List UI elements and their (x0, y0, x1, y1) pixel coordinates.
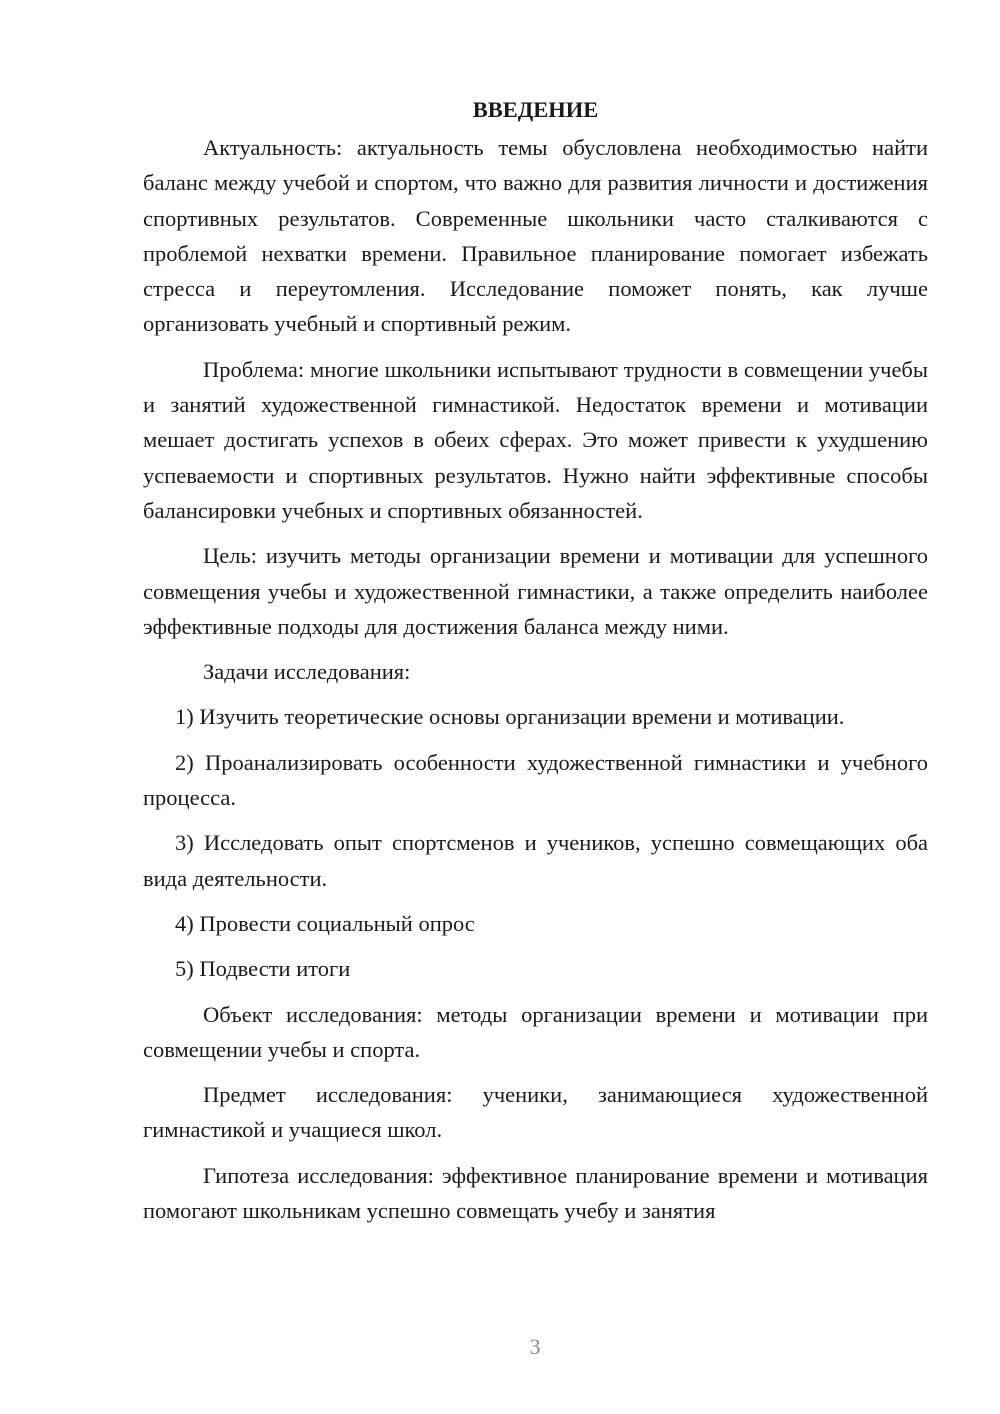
paragraph-goal: Цель: изучить методы организации времени и мотивации для успешного совмещения учебы и художественной гимнастики, а также определить наиболее эффективные подходы для достижения баланса между ними. (143, 543, 928, 639)
task-item-4: 4) Провести социальный опрос (175, 910, 475, 936)
paragraph-hypothesis: Гипотеза исследования: эффективное планирование времени и мотивация помогают школьникам успешно совмещать учебу и занятия (143, 1162, 928, 1224)
paragraph-problem: Проблема: многие школьники испытывают трудности в совмещении учебы и занятий художественной гимнастикой. Недостаток времени и мотивации мешает достигать успехов в обеих сферах. Это может привести к ухудшению успеваемости и спортивных результатов. Нужно найти эффективные способы балансировки учебных и спортивных обязанностей. (143, 356, 928, 523)
page-content (143, 92, 928, 1238)
paragraph-object: Объект исследования: методы организации времени и мотивации при совмещении учебы и спорта. (143, 1001, 928, 1062)
paragraph-subject: Предмет исследования: ученики, занимающиеся художественной гимнастикой и учащиеся школ. (143, 1082, 928, 1143)
task-item-2: 2) Проанализировать особенности художественной гимнастики и учебного процесса. (143, 749, 928, 811)
section-heading: ВВЕДЕНИЕ (472, 97, 599, 122)
page-number: 3 (529, 1334, 541, 1359)
task-item-3: 3) Исследовать опыт спортсменов и учеников, успешно совмещающих оба вида деятельности. (143, 830, 928, 891)
task-item-1: 1) Изучить теоретические основы организации времени и мотивации. (175, 704, 845, 730)
paragraph-relevance: Актуальность: актуальность темы обусловлена необходимостью найти баланс между учебой и спортом, что важно для развития личности и достижения спортивных результатов. Современные школьники часто сталкиваются с проблемой нехватки времени. Правильное планирование помогает избежать стресса и переутомления. Исследование поможет понять, как лучше организовать учебный и спортивный режим. (143, 135, 928, 337)
task-item-5: 5) Подвести итоги (175, 956, 351, 982)
paragraph-tasks-intro: Задачи исследования: (203, 659, 411, 685)
